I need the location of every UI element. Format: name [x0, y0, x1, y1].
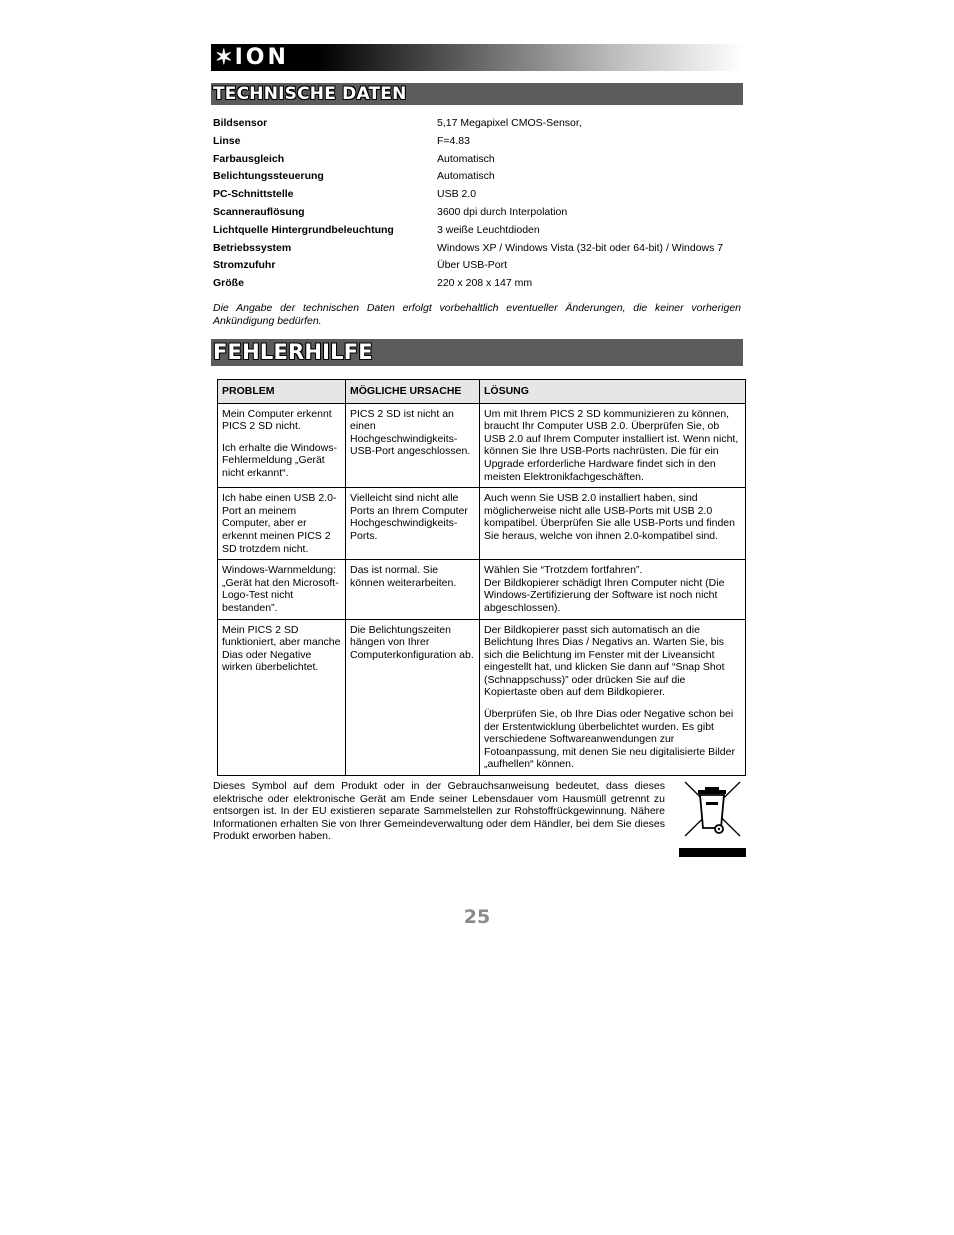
trouble-section-title: FEHLERHILFE — [213, 340, 373, 364]
solution-cell — [480, 560, 746, 619]
spec-row — [213, 186, 753, 204]
cell-paragraph: Die Belichtungszeiten hängen von Ihrer Computerkonfiguration ab. — [350, 623, 474, 661]
spec-label: Belichtungssteuerung — [213, 170, 324, 183]
spec-label: Größe — [213, 277, 244, 290]
spec-label: PC-Schnittstelle — [213, 188, 294, 201]
spec-value: Über USB-Port — [437, 259, 508, 272]
column-header-solution: LÖSUNG — [480, 380, 746, 404]
spec-row — [213, 168, 753, 186]
cell-paragraph: Der Bildkopierer passt sich automatisch an die Belichtung Ihres Dias / Negativs an. Warten Sie, bis sich die Belichtung im Fenster mit der Liveansicht eingestellt hat, und klicken Sie dann auf “Snap Shot (Schnappschuss)” oder drücken Sie auf die Kopiertaste oben auf dem Bildkopierer. — [484, 623, 725, 699]
specs-section-title: TECHNISCHE DATEN — [213, 84, 407, 104]
spec-value: 5,17 Megapixel CMOS-Sensor, — [437, 117, 582, 129]
problem-cell — [218, 403, 346, 488]
spec-row — [213, 240, 753, 258]
specs-note: Die Angabe der technischen Daten erfolgt vorbehaltlich eventueller Änderungen, die keiner vorherigen Ankündigung bedürfen. — [213, 302, 741, 327]
cell-paragraph: Auch wenn Sie USB 2.0 installiert haben, sind möglicherweise nicht alle USB-Ports mit USB 2.0 kompatibel. Überprüfen Sie alle USB-Ports und finden Sie heraus, welche von ihnen 2.0-kompatibel sind. — [484, 492, 735, 542]
disposal-notice: Dieses Symbol auf dem Produkt oder in der Gebrauchsanweisung bedeutet, dass dieses elektrische oder elektronische Gerät am Ende seiner Lebensdauer vom Hausmüll getrennt zu entsorgen ist. In der EU existieren separate Sammelstellen zur Rohstoffrückgewinnung. Nähere Informationen erhalten Sie von Ihrer Gemeindeverwaltung oder dem Händler, bei dem Sie dieses Produkt erworben haben. — [213, 780, 665, 843]
spec-row — [213, 257, 753, 275]
ion-star-icon: ✶ — [215, 46, 233, 69]
spec-row — [213, 151, 753, 169]
column-header-cause: MÖGLICHE URSACHE — [346, 380, 480, 404]
table-row — [218, 403, 746, 488]
cause-cell — [346, 560, 480, 619]
spec-value: 220 x 208 x 147 mm — [437, 277, 533, 290]
spec-value: F=4.83 — [437, 134, 470, 147]
spec-value: 3600 dpi durch Interpolation — [437, 205, 568, 218]
spec-value: Automatisch — [437, 170, 495, 183]
solution-cell — [480, 488, 746, 560]
problem-cell — [218, 619, 346, 776]
spec-value: Windows XP / Windows Vista (32-bit oder 64-bit) / Windows 7 — [437, 241, 724, 254]
problem-cell — [218, 488, 346, 560]
spec-label: Stromzufuhr — [213, 259, 276, 272]
cell-paragraph: PICS 2 SD ist nicht an einen Hochgeschwindigkeits-USB-Port angeschlossen. — [350, 407, 471, 458]
crossed-out-wheelie-bin-icon — [680, 778, 746, 848]
cell-paragraph: Überprüfen Sie, ob Ihre Dias oder Negative schon bei der Erstentwicklung überbelichtet wurden. Es gibt verschiedene Softwareanwendungen zur Fotoanpassung, mit denen Sie neu digitalisierte Bilder „aufhellen“ können. — [484, 708, 735, 771]
spec-row — [213, 275, 753, 293]
spec-label: Betriebssystem — [213, 241, 292, 254]
brand-name: ION — [234, 44, 289, 70]
spec-label: Scannerauflösung — [213, 205, 305, 218]
cause-cell — [346, 488, 480, 560]
cell-paragraph: Ich erhalte die Windows-Fehlermeldung „Gerät nicht erkannt“. — [222, 441, 337, 479]
cell-paragraph: Wählen Sie “Trotzdem fortfahren”. Der Bildkopierer schädigt Ihren Computer nicht (Die Windows-Zertifizierung der Software ist noch nicht abgeschlossen). — [484, 564, 725, 614]
page-number: 25 — [463, 906, 491, 928]
spec-row — [213, 222, 753, 240]
spec-value: Automatisch — [437, 152, 495, 165]
troubleshooting-table — [217, 379, 746, 776]
specs-section-header — [211, 83, 743, 105]
spec-label: Farbausgleich — [213, 152, 285, 165]
spec-label: Lichtquelle Hintergrundbeleuchtung — [213, 223, 394, 236]
cell-paragraph: Windows-Warnmeldung: „Gerät hat den Microsoft-Logo-Test nicht bestanden”. — [222, 564, 339, 614]
table-row — [218, 560, 746, 619]
spec-label: Linse — [213, 134, 241, 147]
column-header-problem: PROBLEM — [218, 380, 346, 404]
cause-cell — [346, 619, 480, 776]
table-header-row — [218, 380, 746, 404]
trouble-section-header — [211, 339, 743, 366]
cell-paragraph: Das ist normal. Sie können weiterarbeiten. — [350, 564, 457, 589]
spec-row — [213, 115, 753, 133]
solution-cell — [480, 619, 746, 776]
spec-row — [213, 204, 753, 222]
cell-paragraph: Vielleicht sind nicht alle Ports an Ihrem Computer Hochgeschwindigkeits-Ports. — [350, 492, 468, 542]
problem-cell — [218, 560, 346, 619]
table-row — [218, 488, 746, 560]
cell-paragraph: Um mit Ihrem PICS 2 SD kommunizieren zu können, braucht Ihr Computer USB 2.0. Überprüfen Sie, ob USB 2.0 auf Ihrem Computer installiert ist. Wenn nicht, können Sie Ihre USB-Ports nachrüsten. Die für ein Upgrade erforderliche Hardware findet sich in den meisten Elektronikfachgeschäften. — [484, 407, 739, 483]
header-bar — [211, 44, 744, 71]
spec-value: USB 2.0 — [437, 188, 477, 201]
specs-list — [213, 115, 753, 293]
cause-cell — [346, 403, 480, 488]
spec-row — [213, 133, 753, 151]
cell-paragraph: Ich habe einen USB 2.0-Port an meinem Computer, aber er erkennt meinen PICS 2 SD trotzdem nicht. — [222, 492, 337, 555]
cell-paragraph: Mein PICS 2 SD funktioniert, aber manche Dias oder Negative wirken überbelichtet. — [222, 623, 341, 674]
ion-logo — [215, 46, 289, 69]
table-row — [218, 619, 746, 776]
spec-label: Bildsensor — [213, 117, 268, 129]
cell-paragraph: Mein Computer erkennt PICS 2 SD nicht. — [222, 407, 332, 433]
separator-bar — [679, 848, 746, 857]
solution-cell — [480, 403, 746, 488]
spec-value: 3 weiße Leuchtdioden — [437, 223, 540, 236]
